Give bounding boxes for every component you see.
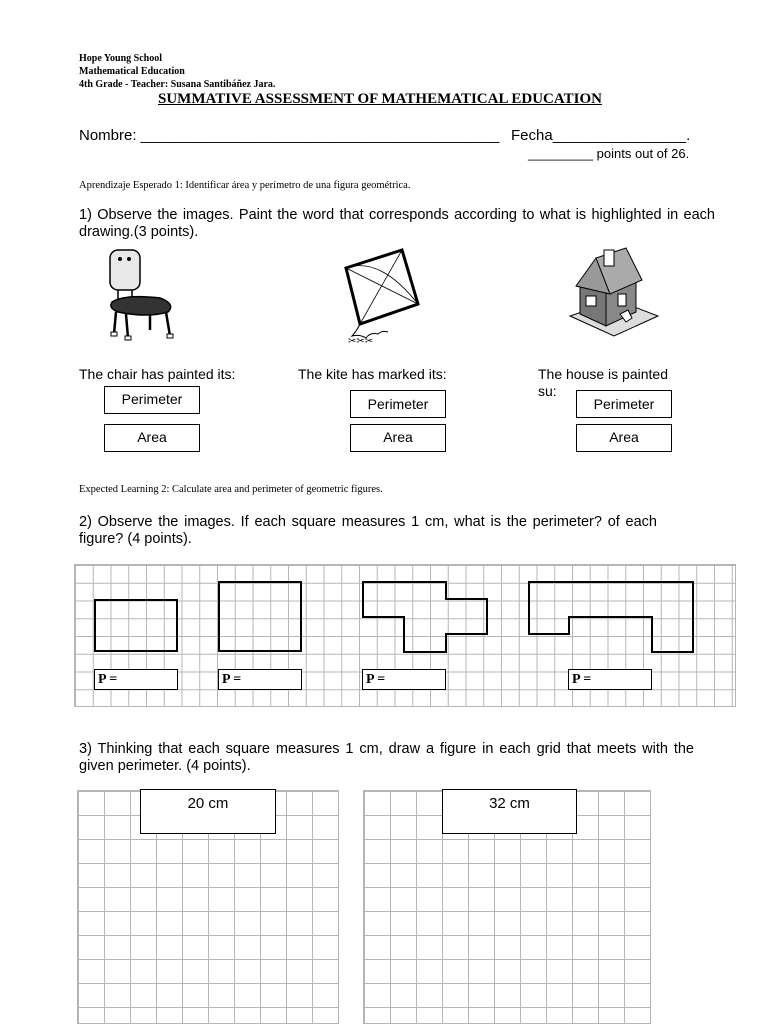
house-caption: The house is painted su: [538, 366, 668, 399]
name-field[interactable]: Nombre: ___________________________________________ [79, 127, 500, 144]
learning-goal-1: Aprendizaje Esperado 1: Identificar área y perímetro de una figura geométrica. [79, 180, 411, 191]
page-title: SUMMATIVE ASSESSMENT OF MATHEMATICAL EDUCATION [158, 91, 602, 107]
chair-perimeter-option[interactable]: Perimeter [104, 386, 200, 414]
chair-caption: The chair has painted its: [79, 366, 236, 382]
figure-rectangle-b [218, 581, 302, 652]
house-icon [566, 244, 662, 340]
department-name: Mathematical Education [79, 66, 185, 77]
figure-u-shape [526, 579, 698, 655]
house-area-option[interactable]: Area [576, 424, 672, 452]
question-2-text: 2) Observe the images. If each square measures 1 cm, what is the perimeter? of each figure? (4 points). [79, 514, 657, 547]
grade-teacher: 4th Grade - Teacher: Susana Santibáñez Jara. [79, 79, 276, 90]
figure-step-shape [360, 579, 492, 655]
figure-rectangle-a [94, 599, 178, 652]
target-perimeter-20: 20 cm [140, 789, 276, 834]
kite-caption: The kite has marked its: [298, 366, 447, 382]
house-perimeter-option[interactable]: Perimeter [576, 390, 672, 418]
question-1-text: 1) Observe the images. Paint the word that corresponds according to what is highlighted in each drawing.(3 points). [79, 207, 715, 240]
points-field[interactable]: _________ points out of 26. [528, 146, 690, 161]
perimeter-answer-1[interactable]: P = [94, 669, 178, 690]
kite-area-option[interactable]: Area [350, 424, 446, 452]
perimeter-answer-4[interactable]: P = [568, 669, 652, 690]
svg-text:✂✂✂: ✂✂✂ [348, 336, 374, 347]
perimeter-answer-2[interactable]: P = [218, 669, 302, 690]
question-3-text: 3) Thinking that each square measures 1 cm, draw a figure in each grid that meets with the given perimeter. (4 points). [79, 741, 694, 774]
perimeter-answer-3[interactable]: P = [362, 669, 446, 690]
learning-goal-2: Expected Learning 2: Calculate area and perimeter of geometric figures. [79, 484, 383, 495]
chair-icon [104, 246, 180, 346]
chair-area-option[interactable]: Area [104, 424, 200, 452]
kite-icon [342, 246, 424, 350]
kite-perimeter-option[interactable]: Perimeter [350, 390, 446, 418]
school-name: Hope Young School [79, 53, 162, 64]
target-perimeter-32: 32 cm [442, 789, 577, 834]
date-field[interactable]: Fecha________________. [511, 127, 691, 144]
